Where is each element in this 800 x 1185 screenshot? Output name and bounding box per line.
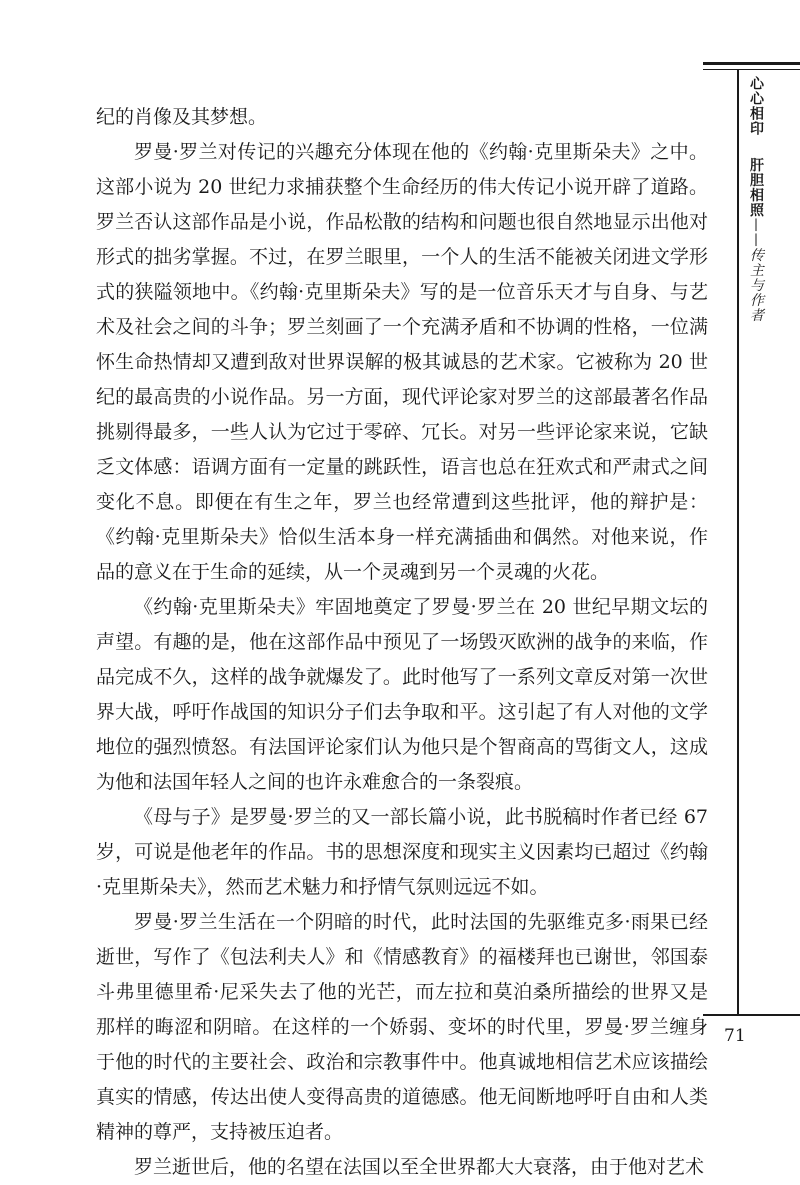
running-title — [742, 76, 766, 323]
running-title-part-1: 心心相印 — [748, 76, 764, 136]
paragraph: 《母与子》是罗曼·罗兰的又一部长篇小说，此书脱稿时作者已经 67 岁，可说是他老年的作品。书的思想深度和现实主义因素均已超过《约翰·克里斯朵夫》，然而艺术魅力和抒情气氛则远远不如。 — [96, 806, 708, 898]
paragraph: 《约翰·克里斯朵夫》牢固地奠定了罗曼·罗兰在 20 世纪早期文坛的声望。有趣的是，他在这部作品中预见了一场毁灭欧洲的战争的来临，作品完成不久，这样的战争就爆发了。此时他写了一系列文章反对第一次世界大战，呼吁作战国的知识分子们去争取和平。这引起了有人对他的文学地位的强烈愤怒。有法国评论家们认为他只是个智商高的骂街文人，这成为他和法国年轻人之间的也许永难愈合的一条裂痕。 — [96, 596, 708, 793]
header-rule-thick — [703, 62, 800, 65]
footer-rule — [703, 1014, 800, 1016]
header-rule-thin — [703, 69, 800, 70]
main-text — [96, 100, 708, 1185]
margin-vertical-rule — [737, 70, 739, 1015]
paragraph: 罗曼·罗兰对传记的兴趣充分体现在他的《约翰·克里斯朵夫》之中。这部小说为 20 世纪力求捕获整个生命经历的伟大传记小说开辟了道路。罗兰否认这部作品是小说，作品松散的结构和问题也很自然地显示出他对形式的拙劣掌握。不过，在罗兰眼里，一个人的生活不能被关闭进文学形式的狭隘领地中。《约翰·克里斯朵夫》写的是一位音乐天才与自身、与艺术及社会之间的斗争；罗兰刻画了一个充满矛盾和不协调的性格，一位满怀生命热情却又遭到敌对世界误解的极其诚恳的艺术家。它被称为 20 世纪的最高贵的小说作品。另一方面，现代评论家对罗兰的这部最著名作品挑剔得最多，一些人认为它过于零碎、冗长。对另一些评论家来说，它缺乏文体感：语调方面有一定量的跳跃性，语言也总在狂欢式和严肃式之间变化不息。即便在有生之年，罗兰也经常遭到这些批评，他的辩护是：《约翰·克里斯朵夫》恰似生活本身一样充满插曲和偶然。对他来说，作品的意义在于生命的延续，从一个灵魂到另一个灵魂的火花。 — [96, 141, 708, 583]
paragraph: 罗曼·罗兰生活在一个阴暗的时代，此时法国的先驱维克多·雨果已经逝世，写作了《包法利夫人》和《情感教育》的福楼拜也已谢世，邻国泰斗弗里德里希·尼采失去了他的光芒，而左拉和莫泊桑所描绘的世界又是那样的晦涩和阴暗。在这样的一个娇弱、变坏的时代里，罗曼·罗兰缠身于他的时代的主要社会、政治和宗教事件中。他真诚地相信艺术应该描绘真实的情感，传达出使人变得高贵的道德感。他无间断地呼吁自由和人类精神的尊严，支持被压迫者。 — [96, 911, 708, 1143]
paragraph-continuation: 纪的肖像及其梦想。 — [96, 106, 268, 128]
running-title-part-2: 肝胆相照 — [748, 157, 764, 218]
running-title-part-3: 传主与作者 — [748, 247, 764, 323]
page-number: 71 — [724, 1026, 746, 1046]
running-title-dash: —— — [748, 217, 764, 248]
paragraph: 罗兰逝世后，他的名望在法国以至全世界都大大衰落，由于他对艺术 — [134, 1156, 705, 1178]
